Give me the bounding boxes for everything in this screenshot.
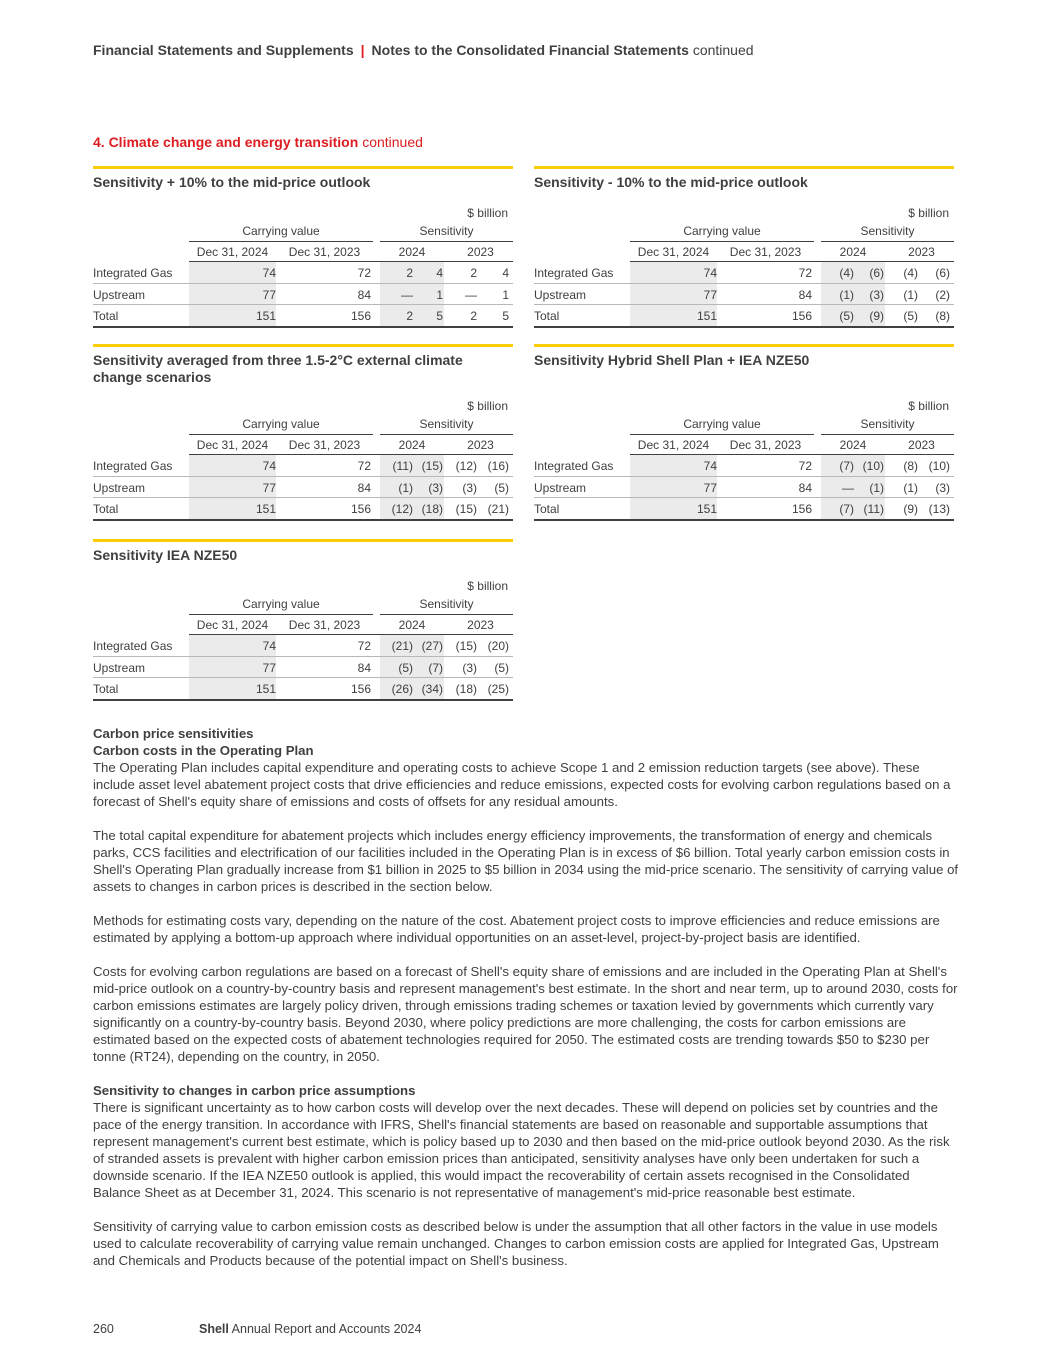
cell-s23b: (10) [928, 459, 950, 473]
cell-s23a: (15) [455, 639, 477, 653]
paragraph: The Operating Plan includes capital expenditure and operating costs to achieve Scope 1 and 2 emission reduction targets (see above). These include asset level abatement project costs that drive efficiencies and reduce emissions, expected costs for evolving carbon regulations based on a forecast of Shell's equity share of emissions and costs of offsets for any residual amounts. [93, 760, 951, 809]
cell-cv23: 72 [357, 266, 371, 280]
table-accent-bar [534, 344, 954, 347]
cell-s24a: (26) [391, 682, 413, 696]
cell-s24a: — [401, 287, 413, 302]
carbon-subheading-2: Sensitivity to changes in carbon price assumptions [93, 1083, 416, 1098]
cell-s23a: (9) [903, 502, 918, 516]
cell-cv24: 77 [703, 480, 717, 495]
cell-cv23: 84 [357, 287, 371, 302]
cell-s23b: (6) [935, 266, 950, 280]
cell-s23b: (21) [487, 502, 509, 516]
col-dec-2023: Dec 31, 2023 [288, 617, 361, 632]
cell-s23b: (5) [494, 480, 509, 495]
col-2023: 2023 [467, 244, 494, 259]
col-dec-2024: Dec 31, 2024 [637, 244, 710, 259]
cell-s23a: 2 [470, 266, 477, 280]
cell-cv23: 72 [798, 266, 812, 280]
cell-s24a: (4) [839, 266, 854, 280]
cell-s24a: (1) [839, 287, 854, 302]
row-label: Integrated Gas [93, 639, 173, 653]
group-carrying-value: Carrying value [242, 417, 320, 431]
cell-s24a: (1) [398, 480, 413, 495]
note-title [93, 134, 423, 150]
footer-brand: Shell [199, 1322, 229, 1336]
table-units: $ billion [467, 579, 508, 593]
table-group-header [534, 221, 954, 242]
group-sensitivity: Sensitivity [419, 597, 474, 611]
table-row-total [93, 678, 513, 701]
col-dec-2024: Dec 31, 2024 [637, 437, 710, 452]
cell-s24b: 5 [436, 309, 443, 323]
cell-s24a: (12) [391, 502, 413, 516]
cell-s24b: (18) [421, 502, 443, 516]
table-units: $ billion [908, 399, 949, 413]
cell-s24b: (11) [863, 502, 884, 516]
group-carrying-value: Carrying value [242, 224, 320, 238]
group-carrying-value: Carrying value [683, 417, 761, 431]
cell-cv24: 74 [262, 266, 276, 280]
table-title: Sensitivity - 10% to the mid-price outlook [534, 174, 808, 190]
cell-cv24: 151 [255, 309, 276, 323]
paragraph: Costs for evolving carbon regulations are based on a forecast of Shell's equity share of emissions and are included in the Operating Plan at Shell's mid-price outlook on a country-by-country basis and represent management's best estimate. In the short and near term, up to around 2030, costs for carbon emissions estimates are largely policy driven, through emissions trading schemes or taxation levied by governments which currently vary significantly on a country-by-country basis. Beyond 2030, where policy predictions are more challenging, the costs for carbon emissions are estimated based on the expected costs of abatement technologies required for 2050. The estimated costs are trending towards $50 to $230 per tonne (RT24), depending on the country, in 2050. [93, 964, 958, 1064]
cell-cv24: 151 [255, 682, 276, 696]
header-suffix: continued [692, 42, 754, 58]
cell-cv23: 156 [350, 309, 371, 323]
table-group-header [93, 414, 513, 435]
cell-cv24: 74 [262, 459, 276, 473]
col-2023: 2023 [908, 244, 935, 259]
cell-s24a: (5) [839, 309, 854, 323]
table-row-total [534, 498, 954, 521]
cell-cv23: 156 [350, 682, 371, 696]
cell-s23b: (25) [487, 682, 509, 696]
table-row [93, 635, 513, 657]
row-label: Upstream [534, 480, 587, 495]
table-row [93, 657, 513, 679]
cell-cv24: 151 [696, 502, 717, 516]
table-row [93, 284, 513, 306]
cell-cv23: 72 [357, 459, 371, 473]
cell-s23b: (20) [487, 639, 509, 653]
table-title: Sensitivity averaged from three 1.5-2°C external climate change scenarios [93, 352, 463, 385]
sensitivity-table [93, 539, 513, 701]
table-row-total [93, 498, 513, 521]
cell-s23b: (8) [935, 309, 950, 323]
cell-cv24: 77 [262, 480, 276, 495]
cell-s23a: (1) [903, 480, 918, 495]
cell-cv24: 77 [703, 287, 717, 302]
cell-cv23: 84 [357, 660, 371, 675]
note-title-suffix: continued [362, 134, 423, 150]
col-dec-2024: Dec 31, 2024 [196, 617, 269, 632]
cell-s23a: (1) [903, 287, 918, 302]
table-group-header [534, 414, 954, 435]
group-sensitivity: Sensitivity [860, 224, 915, 238]
paragraph: Sensitivity of carrying value to carbon emission costs as described below is under the assumption that all other factors in the value in use models used to calculate recoverability of carrying value remain unchanged. Changes to carbon emission costs are applied for Integrated Gas, Upstream and Chemicals and Products because of the potential impact on Shell's business. [93, 1219, 939, 1268]
cell-s23b: (13) [928, 502, 950, 516]
cell-cv23: 72 [357, 639, 371, 653]
cell-s23b: (5) [494, 660, 509, 675]
col-2023: 2023 [467, 437, 494, 452]
group-carrying-value: Carrying value [683, 224, 761, 238]
table-row [93, 477, 513, 499]
table-row [534, 455, 954, 477]
cell-s24b: (6) [869, 266, 884, 280]
cell-s23a: (3) [462, 660, 477, 675]
cell-s23b: 5 [502, 309, 509, 323]
cell-s23a: (8) [903, 459, 918, 473]
cell-s23a: (15) [455, 502, 477, 516]
cell-cv24: 74 [703, 459, 717, 473]
cell-cv23: 84 [798, 287, 812, 302]
carbon-subheading: Carbon costs in the Operating Plan [93, 743, 314, 758]
sensitivity-table [93, 166, 513, 328]
carbon-heading: Carbon price sensitivities [93, 726, 254, 741]
cell-s24b: (34) [421, 682, 443, 696]
cell-cv24: 151 [255, 502, 276, 516]
cell-cv23: 84 [357, 480, 371, 495]
table-row [93, 262, 513, 284]
col-dec-2023: Dec 31, 2023 [729, 437, 802, 452]
sensitivity-table [534, 166, 954, 328]
cell-s24b: (3) [428, 480, 443, 495]
row-label: Integrated Gas [534, 459, 614, 473]
row-label: Upstream [93, 660, 146, 675]
page-number: 260 [93, 1322, 114, 1336]
cell-s24a: (7) [839, 502, 854, 516]
row-label: Upstream [93, 287, 146, 302]
col-2024: 2024 [398, 437, 426, 452]
header-divider: | [360, 42, 365, 58]
col-dec-2024: Dec 31, 2024 [196, 244, 269, 259]
table-row [534, 477, 954, 499]
table-col-header [93, 615, 513, 636]
table-col-header [534, 242, 954, 263]
row-label: Upstream [534, 287, 587, 302]
cell-s24b: 1 [436, 287, 443, 302]
cell-s23a: (12) [455, 459, 477, 473]
cell-cv23: 156 [791, 502, 812, 516]
table-col-header [93, 242, 513, 263]
group-sensitivity: Sensitivity [419, 224, 474, 238]
cell-s23a: (18) [455, 682, 477, 696]
table-row [534, 262, 954, 284]
row-label: Total [534, 309, 560, 323]
row-label: Total [534, 502, 560, 516]
footer-title [199, 1322, 421, 1336]
cell-cv23: 84 [798, 480, 812, 495]
cell-s23b: (3) [935, 480, 950, 495]
row-label: Integrated Gas [93, 459, 173, 473]
row-label: Upstream [93, 480, 146, 495]
cell-cv24: 77 [262, 660, 276, 675]
group-carrying-value: Carrying value [242, 597, 320, 611]
cell-s24b: (9) [869, 309, 884, 323]
table-title: Sensitivity IEA NZE50 [93, 547, 238, 563]
cell-s24a: 2 [406, 266, 413, 280]
cell-s23b: 1 [502, 287, 509, 302]
table-units: $ billion [908, 206, 949, 220]
running-header [93, 42, 754, 58]
table-accent-bar [93, 166, 513, 169]
table-units: $ billion [467, 206, 508, 220]
col-2024: 2024 [839, 244, 867, 259]
cell-s24a: (11) [392, 459, 413, 473]
col-2024: 2024 [398, 244, 426, 259]
cell-cv24: 151 [696, 309, 717, 323]
col-2024: 2024 [398, 617, 426, 632]
cell-cv24: 77 [262, 287, 276, 302]
cell-s23b: 4 [502, 266, 509, 280]
cell-s23b: (16) [487, 459, 509, 473]
cell-s24b: (1) [869, 480, 884, 495]
carbon-section [93, 725, 959, 1286]
cell-s23a: (5) [903, 309, 918, 323]
cell-cv24: 74 [703, 266, 717, 280]
cell-s23a: — [465, 287, 477, 302]
table-title: Sensitivity Hybrid Shell Plan + IEA NZE50 [534, 352, 810, 368]
group-sensitivity: Sensitivity [860, 417, 915, 431]
row-label: Total [93, 309, 119, 323]
col-dec-2023: Dec 31, 2023 [288, 244, 361, 259]
col-dec-2023: Dec 31, 2023 [729, 244, 802, 259]
cell-cv23: 72 [798, 459, 812, 473]
col-dec-2023: Dec 31, 2023 [288, 437, 361, 452]
table-row-total [534, 305, 954, 328]
table-title: Sensitivity + 10% to the mid-price outlook [93, 174, 371, 190]
row-label: Integrated Gas [534, 266, 614, 280]
sensitivity-table [93, 344, 513, 521]
cell-s24a: (21) [391, 639, 413, 653]
header-section: Financial Statements and Supplements [93, 42, 354, 58]
cell-s24b: (15) [421, 459, 443, 473]
table-col-header [534, 435, 954, 456]
cell-s23b: (2) [935, 287, 950, 302]
cell-s24a: (5) [398, 660, 413, 675]
table-row [534, 284, 954, 306]
cell-s24a: (7) [839, 459, 854, 473]
cell-s24b: (3) [869, 287, 884, 302]
cell-s24a: 2 [406, 309, 413, 323]
group-sensitivity: Sensitivity [419, 417, 474, 431]
paragraph: There is significant uncertainty as to how carbon costs will develop over the next decades. These will depend on policies set by countries and the pace of the energy transition. In accordance with IFRS, Shell's financial statements are based on reasonable and supportable assumptions that represent management's current best estimate, which is policy based up to 2030 and then based on the mid-price outlook beyond 2030. As the risk of stranded assets is prevalent with higher carbon emission prices than anticipated, sensitivity analyses have only been undertaken for such a downside scenario. If the IEA NZE50 outlook is applied, this would impact the recoverability of certain assets recognised in the Consolidated Balance Sheet as at December 31, 2024. This scenario is not representative of management's mid-price reasonable best estimate. [93, 1100, 950, 1200]
cell-cv23: 156 [350, 502, 371, 516]
header-subsection: Notes to the Consolidated Financial Statements [371, 42, 689, 58]
cell-s23a: 2 [470, 309, 477, 323]
table-row-total [93, 305, 513, 328]
table-col-header [93, 435, 513, 456]
cell-s24a: — [842, 480, 854, 495]
col-dec-2024: Dec 31, 2024 [196, 437, 269, 452]
col-2024: 2024 [839, 437, 867, 452]
row-label: Total [93, 682, 119, 696]
cell-cv23: 156 [791, 309, 812, 323]
footer-report: Annual Report and Accounts 2024 [231, 1322, 422, 1336]
table-accent-bar [93, 344, 513, 347]
row-label: Total [93, 502, 119, 516]
row-label: Integrated Gas [93, 266, 173, 280]
cell-s24b: (27) [421, 639, 443, 653]
table-group-header [93, 221, 513, 242]
sensitivity-table [534, 344, 954, 521]
table-group-header [93, 594, 513, 615]
table-accent-bar [534, 166, 954, 169]
paragraph: The total capital expenditure for abatement projects which includes energy efficiency improvements, the transformation of energy and chemicals parks, CCS facilities and electrification of our facilities included in the Operating Plan is in excess of $6 billion. Total yearly carbon emission costs in Shell's Operating Plan gradually increase from $1 billion in 2025 to $5 billion in 2034 using the mid-price scenario. The sensitivity of carrying value of assets to changes in carbon prices is described in the section below. [93, 828, 959, 894]
cell-s23a: (3) [462, 480, 477, 495]
table-row [93, 455, 513, 477]
table-units: $ billion [467, 399, 508, 413]
paragraph: Methods for estimating costs vary, depending on the nature of the cost. Abatement project costs to improve efficiencies and reduce emissions are estimated by applying a bottom-up approach where individual opportunities on an asset-level, project-by-project basis are identified. [93, 913, 940, 945]
cell-cv24: 74 [262, 639, 276, 653]
col-2023: 2023 [908, 437, 935, 452]
table-accent-bar [93, 539, 513, 542]
col-2023: 2023 [467, 617, 494, 632]
cell-s23a: (4) [903, 266, 918, 280]
cell-s24b: 4 [436, 266, 443, 280]
cell-s24b: (10) [862, 459, 884, 473]
cell-s24b: (7) [428, 660, 443, 675]
note-title-text: 4. Climate change and energy transition [93, 134, 359, 150]
